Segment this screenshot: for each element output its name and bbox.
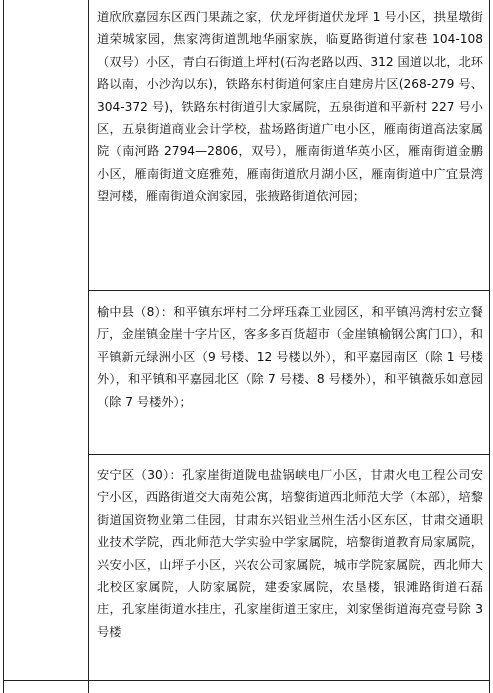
table-border-left	[3, 0, 4, 693]
table-border-right	[489, 0, 490, 693]
table-cell-1	[97, 6, 483, 208]
table-cell-3	[97, 464, 483, 643]
paragraph: 安宁区（30）：孔家崖街道陇电盐锅峡电厂小区，甘肃火电工程公司安宁小区，西路街道交大南苑公寓，培黎街道西北师范大学（本部），培黎街道国资物业第二佳园，甘肃东兴铝业兰州生活小区东区，甘肃交通职业技术学院，西北师范大学实验中学家属院，培黎街道教育局家属院，兴安小区，山坪子小区，兴农公司家属院，城市学院家属院，西北师大北校区家属院，人防家属院，建委家属院，农垦楼，银滩路街道石磊庄，孔家崖街道水挂庄，孔家崖街道王家庄，刘家堡街道海亮壹号除 3 号楼	[97, 468, 483, 639]
row-divider	[88, 290, 490, 291]
table-cell-2	[97, 301, 483, 413]
row-divider	[88, 454, 490, 455]
paragraph: 榆中县（8）：和平镇东坪村二分坪珏森工业园区，和平镇冯湾村宏立餐厅，金崖镇金崖十字片区，客多多百货超市（金崖镇榆钢公寓门口），和平镇新元绿洲小区（9 号楼、12 号楼以外），和平嘉园南区（除 1 号楼外），和平镇和平嘉园北区（除 7 号楼、8 号楼外），和平镇薇乐如意园（除 7 号楼外）；	[97, 305, 483, 409]
table-border-bottom	[3, 680, 490, 681]
table-column-divider	[88, 0, 89, 693]
paragraph: 道欣欣嘉园东区西门果蔬之家，伏龙坪街道伏龙坪 1 号小区，拱星墩街道荣城家园，焦家湾街道凯地华丽家族，临夏路街道付家巷 104-108（双号）小区，青白石街道上坪村(石沟老路以西、312 国道以北，北环路以南，小沙沟以东)，铁路东村街道何家庄自建房片区(268-279 号、304-372 号)，铁路东村街道引大家属院，五泉街道和平新村 227 号小区，五泉街道商业会计学校，盐场路街道广电小区，雁南街道高法家属院（南河路 2794—2806，双号），雁南街道华英小区，雁南街道金鹏小区，雁南街道文庭雅苑，雁南街道欣月湖小区，雁南街道中广宜景湾望河楼，雁南街道众润家园，张掖路街道依河园；	[97, 10, 483, 204]
